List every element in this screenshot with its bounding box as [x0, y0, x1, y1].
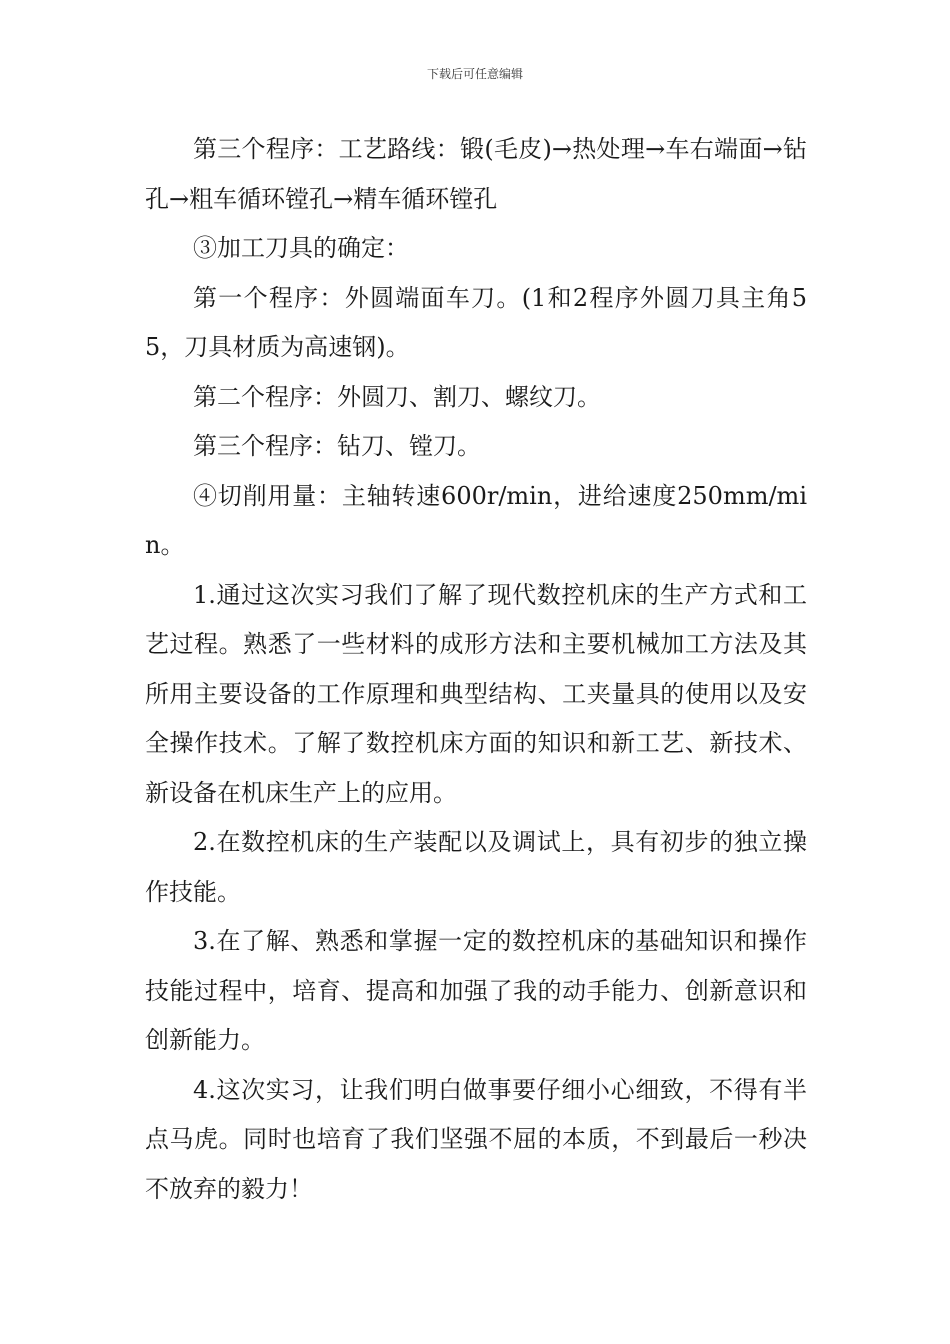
paragraph-program-three-tools: 第三个程序：钻刀、镗刀。 [193, 432, 481, 460]
paragraph-process-route: 第三个程序：工艺路线：锻(毛皮)→热处理→车右端面→钻孔→粗车循环镗孔→精车循环镗孔 [145, 135, 807, 213]
document-body [145, 125, 807, 1214]
paragraph-program-one-tools: 第一个程序：外圆端面车刀。(1和2程序外圆刀具主角55，刀具材质为高速钢)。 [145, 283, 807, 361]
paragraph-summary-2: 2.在数控机床的生产装配以及调试上，具有初步的独立操作技能。 [145, 828, 807, 906]
paragraph-tool-heading: ③加工刀具的确定： [193, 234, 409, 262]
paragraph-program-two-tools: 第二个程序：外圆刀、割刀、螺纹刀。 [193, 382, 601, 411]
paragraph-summary-1: 1.通过这次实习我们了解了现代数控机床的生产方式和工艺过程。熟悉了一些材料的成形方法和主要机械加工方法及其所用主要设备的工作原理和典型结构、工夹量具的使用以及安全操作技术。了解了数控机床方面的知识和新工艺、新技术、新设备在机床生产上的应用。 [145, 580, 807, 807]
paragraph-summary-3: 3.在了解、熟悉和掌握一定的数控机床的基础知识和操作技能过程中，培育、提高和加强了我的动手能力、创新意识和创新能力。 [145, 927, 807, 1054]
header-note: 下载后可任意编辑 [426, 67, 523, 81]
paragraph-cutting-parameters: ④切削用量：主轴转速600r/min，进给速度250mm/min。 [145, 481, 807, 559]
paragraph-summary-4: 4.这次实习，让我们明白做事要仔细小心细致，不得有半点马虎。同时也培育了我们坚强不屈的本质，不到最后一秒决不放弃的毅力！ [145, 1075, 807, 1203]
